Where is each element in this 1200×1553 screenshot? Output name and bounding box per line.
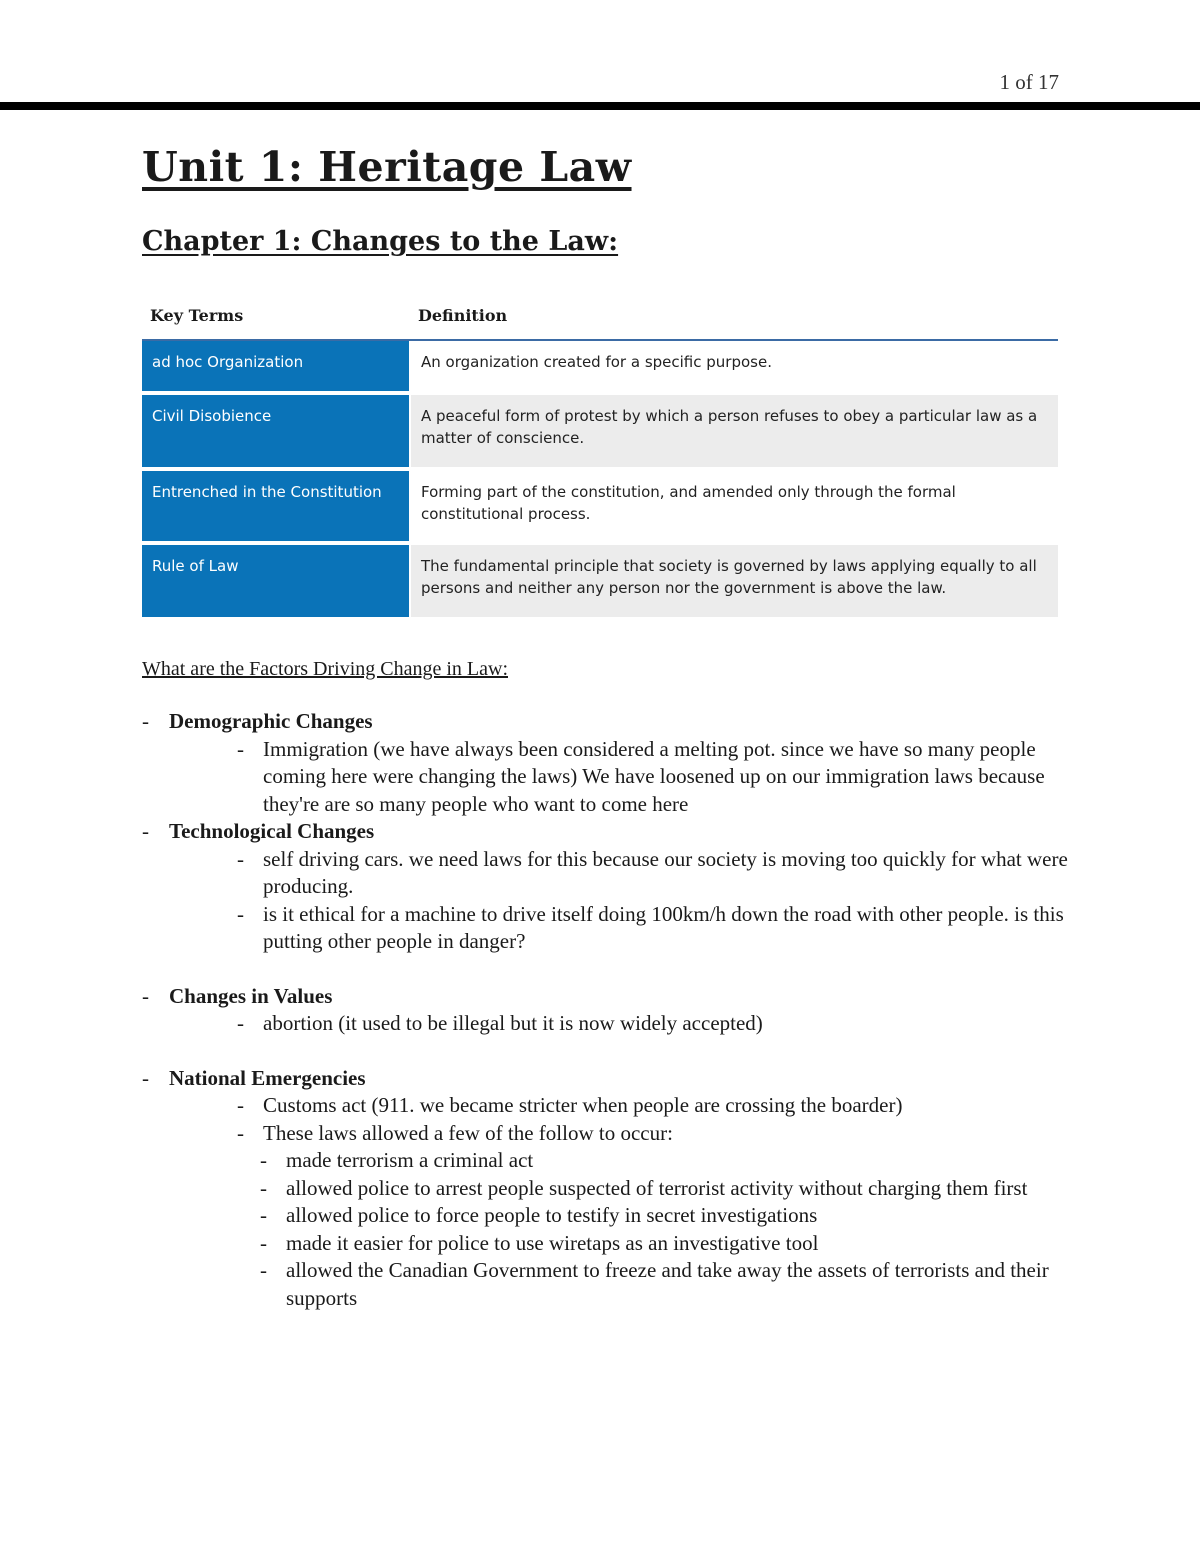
factor-subitem: made it easier for police to use wiretaps as an investigative tool	[286, 1230, 819, 1255]
definition-cell: An organization created for a specific purpose.	[410, 340, 1058, 393]
definition-cell: A peaceful form of protest by which a person refuses to obey a particular law as a matter of conscience.	[410, 393, 1058, 469]
list-item	[142, 983, 1072, 1011]
bullet-dash: -	[260, 1175, 267, 1200]
factor-subitem: allowed police to arrest people suspected of terrorist activity without charging them first	[286, 1175, 1028, 1200]
header-definition: Definition	[410, 300, 1058, 340]
factor-item: These laws allowed a few of the follow to occur:	[263, 1120, 673, 1145]
definition-cell: Forming part of the constitution, and amended only through the formal constitutional process.	[410, 469, 1058, 543]
header-key-terms: Key Terms	[142, 300, 410, 340]
factor-subitem: allowed police to force people to testify in secret investigations	[286, 1203, 818, 1227]
list-item	[142, 1230, 1072, 1258]
factor-subitem: allowed the Canadian Government to freeze and take away the assets of terrorists and their supports	[286, 1258, 1049, 1310]
list-item	[142, 901, 1072, 956]
bullet-dash: -	[237, 1011, 244, 1035]
bullet-dash: -	[260, 1203, 267, 1227]
term-cell: Entrenched in the Constitution	[142, 469, 410, 543]
list-item	[142, 708, 1072, 736]
spacer	[142, 1038, 1072, 1065]
table-row	[142, 393, 1058, 469]
list-item	[142, 1092, 1072, 1120]
header-rule	[0, 102, 1200, 110]
definition-cell: The fundamental principle that society is governed by laws applying equally to all persons and neither any person nor the government is above the law.	[410, 543, 1058, 619]
term-cell: ad hoc Organization	[142, 340, 410, 393]
factor-item: Immigration (we have always been considered a melting pot. since we have so many people coming here were changing the laws) We have loosened up on our immigration laws because they're are so many people who want to come here	[263, 736, 1045, 816]
list-item	[142, 1175, 1072, 1203]
bullet-dash: -	[260, 1148, 267, 1172]
bullet-dash: -	[142, 709, 149, 733]
list-item	[142, 1010, 1072, 1038]
bullet-dash: -	[237, 1120, 244, 1145]
factor-item: abortion (it used to be illegal but it is now widely accepted)	[263, 1011, 763, 1035]
factor-item: self driving cars. we need laws for this because our society is moving too quickly for what were producing.	[263, 846, 1068, 898]
spacer	[142, 956, 1072, 983]
bullet-dash: -	[237, 736, 244, 761]
table-header-row	[142, 300, 1058, 340]
list-item	[142, 736, 1072, 819]
factor-label: National Emergencies	[169, 1065, 366, 1090]
factor-label: Changes in Values	[169, 983, 333, 1008]
factor-item: is it ethical for a machine to drive itself doing 100km/h down the road with other people. is this putting other people in danger?	[263, 901, 1064, 953]
bullet-dash: -	[142, 1065, 149, 1090]
factors-list	[142, 708, 1072, 1312]
bullet-dash: -	[237, 1093, 244, 1117]
factor-item: Customs act (911. we became stricter when people are crossing the boarder)	[263, 1093, 903, 1117]
bullet-dash: -	[142, 819, 149, 843]
bullet-dash: -	[237, 901, 244, 926]
bullet-dash: -	[142, 983, 149, 1008]
bullet-dash: -	[260, 1258, 267, 1282]
factor-label: Demographic Changes	[169, 709, 373, 733]
page-number: 1 of 17	[999, 70, 1059, 94]
table-row	[142, 469, 1058, 543]
key-terms-table	[142, 300, 1058, 621]
chapter-title: Chapter 1: Changes to the Law:	[142, 226, 619, 257]
list-item	[142, 1120, 1072, 1148]
table-row	[142, 340, 1058, 393]
bullet-dash: -	[260, 1230, 267, 1255]
list-item	[142, 1065, 1072, 1093]
list-item	[142, 1147, 1072, 1175]
list-item	[142, 846, 1072, 901]
list-item	[142, 1257, 1072, 1312]
factor-label: Technological Changes	[169, 819, 375, 843]
table-row	[142, 543, 1058, 619]
factor-subitem: made terrorism a criminal act	[286, 1148, 534, 1172]
term-cell: Civil Disobience	[142, 393, 410, 469]
list-item	[142, 818, 1072, 846]
term-cell: Rule of Law	[142, 543, 410, 619]
unit-title: Unit 1: Heritage Law	[142, 143, 632, 191]
bullet-dash: -	[237, 846, 244, 871]
list-item	[142, 1202, 1072, 1230]
factors-heading: What are the Factors Driving Change in Law:	[142, 658, 508, 680]
